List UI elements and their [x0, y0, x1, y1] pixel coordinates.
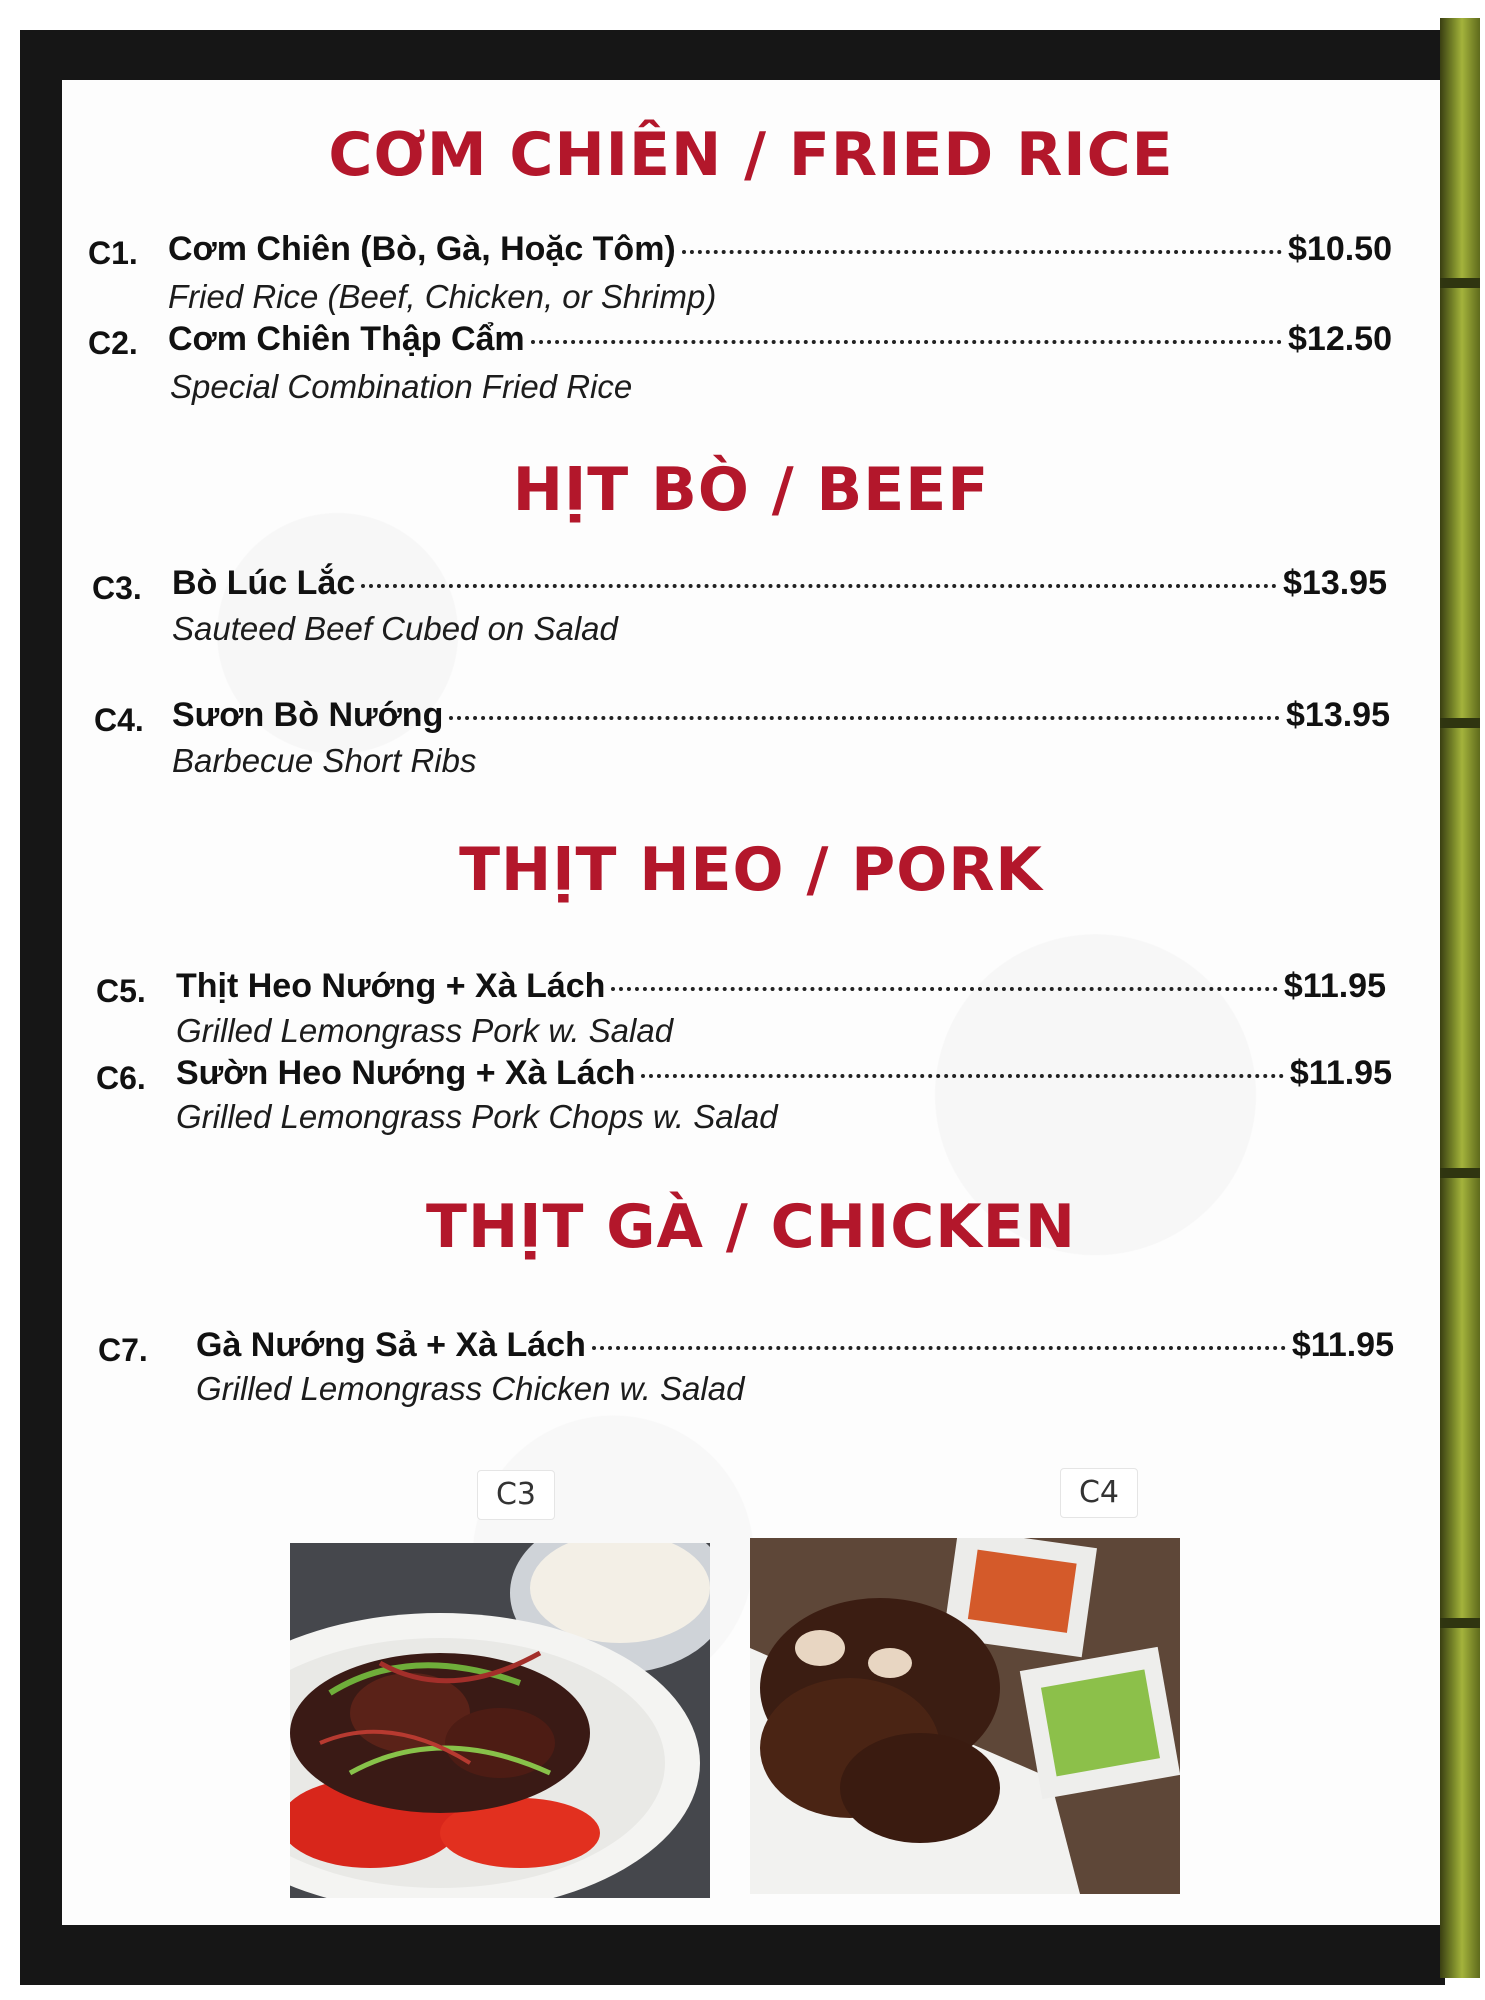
menu-item-line — [172, 696, 1390, 735]
short-ribs-image — [750, 1538, 1180, 1894]
photo-suon-bo-nuong — [750, 1538, 1180, 1894]
shaking-beef-image — [290, 1543, 710, 1898]
item-price: $13.95 — [1283, 564, 1387, 602]
bamboo-node — [1440, 1618, 1480, 1628]
item-price: $12.50 — [1288, 320, 1392, 358]
item-code: C3. — [92, 570, 142, 606]
item-name: Gà Nướng Sả + Xà Lách — [196, 1326, 586, 1364]
section-heading-beef: HỊT BÒ / BEEF — [512, 455, 990, 525]
item-description: Grilled Lemongrass Pork Chops w. Salad — [176, 1098, 778, 1135]
menu-item-line — [176, 967, 1386, 1006]
item-description: Grilled Lemongrass Chicken w. Salad — [196, 1370, 745, 1407]
item-name: Cơm Chiên (Bò, Gà, Hoặc Tôm) — [168, 230, 676, 268]
leader-dots — [641, 1074, 1283, 1078]
item-name: Cơm Chiên Thập Cẩm — [168, 320, 525, 358]
menu-item-line — [168, 230, 1392, 269]
item-code: C6. — [96, 1060, 146, 1096]
item-price: $11.95 — [1291, 1326, 1394, 1364]
item-name: Bò Lúc Lắc — [172, 564, 356, 602]
item-code: C7. — [98, 1332, 148, 1368]
photo-tag-c3: C3 — [477, 1470, 555, 1520]
menu-item-line — [196, 1326, 1394, 1365]
item-description: Special Combination Fried Rice — [170, 368, 633, 405]
bamboo-node — [1440, 718, 1480, 728]
item-name: Sươn Bò Nướng — [172, 696, 444, 734]
section-heading-fried-rice: CƠM CHIÊN / FRIED RICE — [328, 120, 1174, 190]
item-code: C5. — [96, 973, 146, 1009]
item-price: $11.95 — [1289, 1054, 1392, 1092]
photo-bo-luc-lac — [290, 1543, 710, 1898]
bamboo-border — [1440, 18, 1480, 1978]
item-description: Barbecue Short Ribs — [172, 742, 477, 779]
item-name: Thịt Heo Nướng + Xà Lách — [176, 967, 606, 1005]
item-price: $11.95 — [1283, 967, 1386, 1005]
item-code: C4. — [94, 702, 144, 738]
item-price: $10.50 — [1288, 230, 1392, 268]
section-heading-pork: THỊT HEO / PORK — [459, 835, 1043, 905]
leader-dots — [531, 340, 1282, 344]
photo-tag-c4: C4 — [1060, 1468, 1138, 1518]
item-description: Grilled Lemongrass Pork w. Salad — [176, 1012, 674, 1049]
leader-dots — [449, 716, 1280, 720]
leader-dots — [611, 987, 1277, 991]
menu-page — [62, 80, 1440, 1925]
menu-item-line — [168, 320, 1392, 359]
item-description: Fried Rice (Beef, Chicken, or Shrimp) — [168, 278, 717, 315]
item-code: C2. — [88, 325, 138, 361]
bamboo-node — [1440, 1168, 1480, 1178]
leader-dots — [682, 250, 1282, 254]
item-name: Sườn Heo Nướng + Xà Lách — [176, 1054, 636, 1092]
leader-dots — [361, 584, 1277, 588]
section-heading-chicken: THỊT GÀ / CHICKEN — [426, 1192, 1076, 1262]
leader-dots — [592, 1346, 1286, 1350]
menu-item-line — [172, 564, 1387, 603]
bamboo-node — [1440, 278, 1480, 288]
menu-item-line — [176, 1054, 1392, 1093]
item-code: C1. — [88, 235, 138, 271]
item-description: Sauteed Beef Cubed on Salad — [172, 610, 618, 647]
item-price: $13.95 — [1286, 696, 1390, 734]
